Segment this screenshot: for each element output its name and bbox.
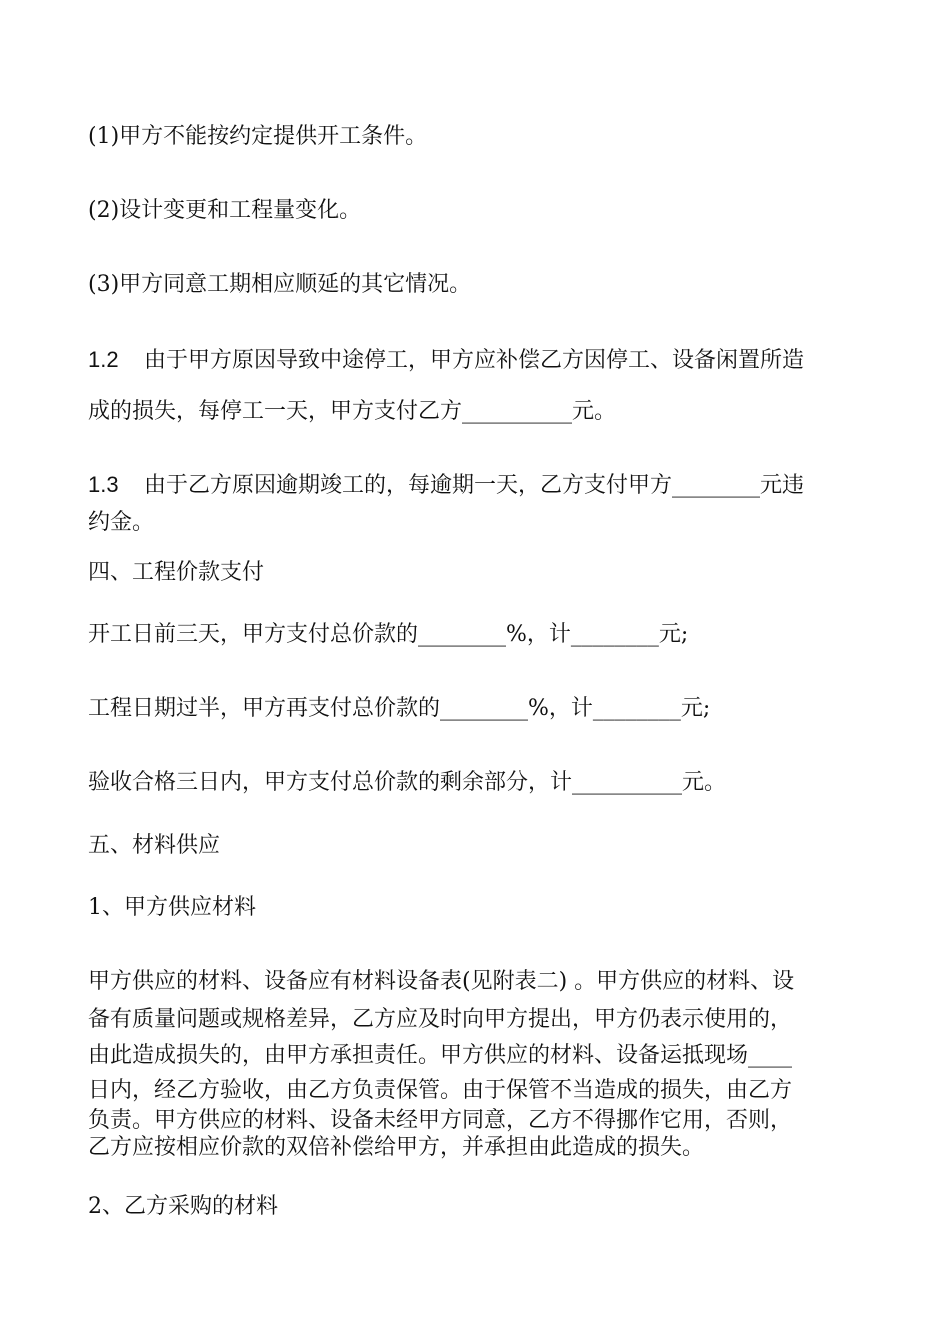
clause-1-3-line-2: 约金。	[88, 510, 155, 535]
list-item: (1)甲方不能按约定提供开工条件。	[88, 124, 428, 149]
paragraph-line: 甲方供应的材料、设备应有材料设备表(见附表二) 。甲方供应的材料、设	[88, 969, 795, 994]
clause-1-3-line-1	[88, 470, 804, 501]
payment-line: 验收合格三日内，甲方支付总价款的剩余部分，计__________元。	[88, 770, 727, 795]
section-heading: 四、工程价款支付	[88, 560, 265, 585]
list-item: (2)设计变更和工程量变化。	[88, 198, 362, 223]
paragraph-line: 备有质量问题或规格差异，乙方应及时向甲方提出，甲方仍表示使用的，	[88, 1007, 793, 1032]
clause-text: 由于甲方原因导致中途停工，甲方应补偿乙方因停工、设备闲置所造	[144, 348, 805, 373]
paragraph-line: 负责。甲方供应的材料、设备未经甲方同意，乙方不得挪作它用，否则，	[88, 1108, 793, 1133]
clause-1-2-line-2: 成的损失，每停工一天，甲方支付乙方__________元。	[88, 399, 617, 424]
clause-text: 由于乙方原因逾期竣工的，每逾期一天，乙方支付甲方________元违	[144, 473, 805, 498]
paragraph-line: 由此造成损失的，由甲方承担责任。甲方供应的材料、设备运抵现场____	[88, 1043, 793, 1068]
payment-line: 开工日前三天，甲方支付总价款的________%，计________元;	[88, 622, 689, 647]
subsection-heading: 2、乙方采购的材料	[88, 1194, 278, 1219]
clause-number: 1.3	[88, 472, 119, 497]
payment-line: 工程日期过半，甲方再支付总价款的________%，计________元;	[88, 696, 711, 721]
subsection-heading: 1、甲方供应材料	[88, 895, 256, 920]
list-item: (3)甲方同意工期相应顺延的其它情况。	[88, 272, 472, 297]
paragraph-line: 日内，经乙方验收，由乙方负责保管。由于保管不当造成的损失，由乙方	[88, 1078, 793, 1103]
paragraph-line: 乙方应按相应价款的双倍补偿给甲方，并承担由此造成的损失。	[88, 1135, 705, 1160]
section-heading: 五、材料供应	[88, 833, 221, 858]
clause-1-2-line-1	[88, 345, 804, 376]
clause-number: 1.2	[88, 347, 119, 372]
